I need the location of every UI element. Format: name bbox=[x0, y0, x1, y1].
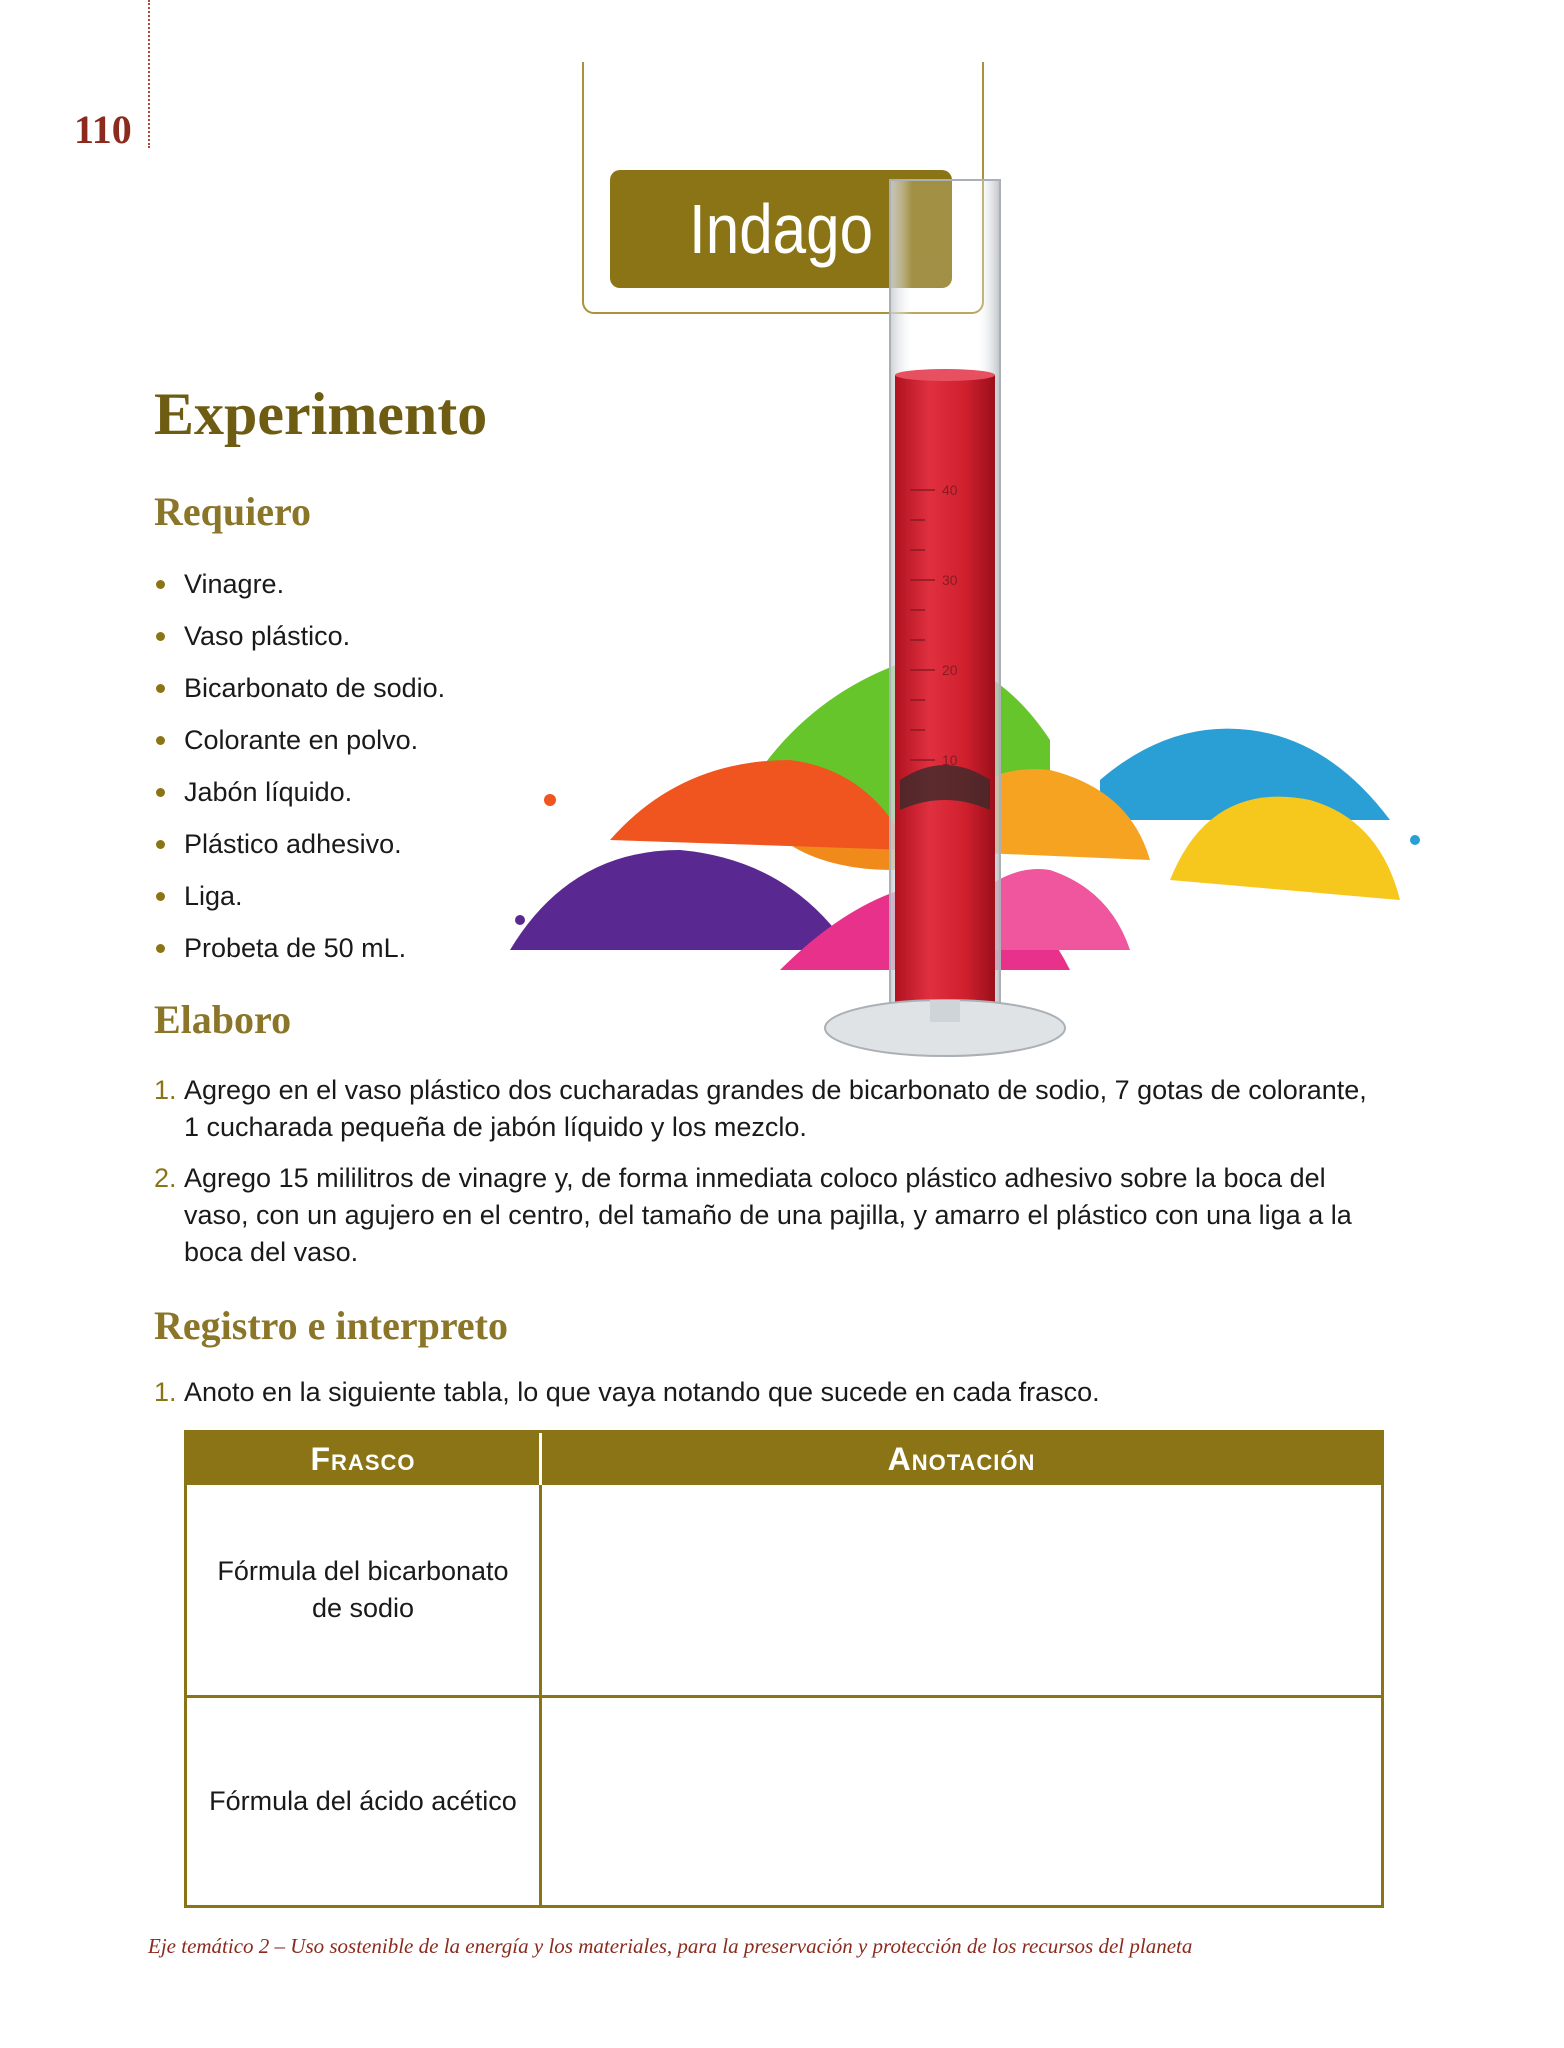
observation-table bbox=[184, 1430, 1384, 1908]
materials-list bbox=[154, 566, 445, 982]
step-text: Agrego en el vaso plástico dos cucharadas grandes de bicarbonato de sodio, 7 gotas de colorante, 1 cucharada pequeña de jabón líquido y los mezclo. bbox=[184, 1075, 1367, 1142]
list-item: Probeta de 50 mL. bbox=[154, 930, 445, 982]
list-item: Jabón líquido. bbox=[154, 774, 445, 826]
step-number: 1. bbox=[154, 1377, 177, 1407]
table-row-2-anotacion-cell[interactable] bbox=[542, 1698, 1381, 1905]
table-header bbox=[187, 1433, 1381, 1485]
column-header-frasco: Frasco bbox=[310, 1440, 416, 1477]
list-item: Vaso plástico. bbox=[154, 618, 445, 670]
page-title: Experimento bbox=[154, 381, 488, 447]
list-item: Colorante en polvo. bbox=[154, 722, 445, 774]
table-row-1-frasco: Fórmula del bicarbonato de sodio bbox=[217, 1556, 509, 1623]
cylinder-scale-10: 10 bbox=[942, 752, 958, 768]
registro-step-1 bbox=[154, 1374, 1384, 1411]
list-item: Bicarbonato de sodio. bbox=[154, 670, 445, 722]
footer-caption: Eje temático 2 – Uso sostenible de la energía y los materiales, para la preservación y protección de los recursos del planeta bbox=[148, 1934, 1193, 1958]
column-header-anotacion: Anotación bbox=[887, 1440, 1036, 1477]
step-number: 1. bbox=[154, 1075, 177, 1105]
registro-heading: Registro e interpreto bbox=[154, 1303, 508, 1348]
section-tab-label: Indago bbox=[688, 190, 874, 268]
page-number: 110 bbox=[74, 107, 132, 152]
elaboro-heading: Elaboro bbox=[154, 997, 292, 1042]
list-item: Vinagre. bbox=[154, 566, 445, 618]
cylinder-scale-30: 30 bbox=[942, 572, 958, 588]
margin-dotted-rule bbox=[148, 0, 150, 148]
table-row-1-anotacion-cell[interactable] bbox=[542, 1485, 1381, 1695]
cylinder-scale-40: 40 bbox=[942, 482, 958, 498]
powder-and-cylinder-illustration bbox=[490, 160, 1430, 1080]
requiero-heading: Requiero bbox=[154, 489, 312, 534]
step-number: 2. bbox=[154, 1163, 177, 1193]
cylinder-scale-20: 20 bbox=[942, 662, 958, 678]
elaboro-step-2 bbox=[154, 1160, 1384, 1271]
step-text: Agrego 15 mililitros de vinagre y, de forma inmediata coloco plástico adhesivo sobre la boca del vaso, con un agujero en el centro, del tamaño de una pajilla, y amarro el plástico con una liga a la boca del vaso. bbox=[184, 1163, 1352, 1267]
table-row-2-frasco: Fórmula del ácido acético bbox=[209, 1786, 517, 1816]
elaboro-step-1 bbox=[154, 1072, 1384, 1146]
step-text: Anoto en la siguiente tabla, lo que vaya notando que sucede en cada frasco. bbox=[184, 1377, 1100, 1407]
list-item: Liga. bbox=[154, 878, 445, 930]
list-item: Plástico adhesivo. bbox=[154, 826, 445, 878]
